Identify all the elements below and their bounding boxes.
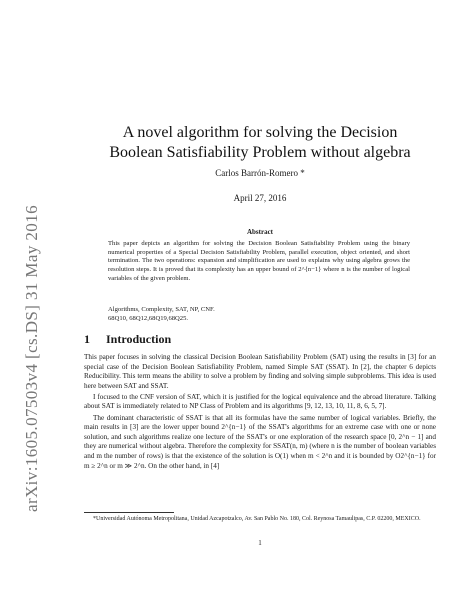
msc-codes: 68Q10, 68Q12,68Q19,68Q25. [108, 315, 189, 322]
section-body [84, 353, 436, 473]
footnote: *Universidad Autónoma Metropolitana, Unidad Azcapotzalco, Av. San Pablo No. 180, Col. Reynosa Tamaulipas, C.P. 02200, MEXICO. [93, 516, 421, 522]
abstract-heading: Abstract [246, 228, 274, 236]
paragraph: The dominant characteristic of SSAT is that all its formulas have the same number of logical variables. Briefly, the main results in [3] are the lower upper bound 2^{n−1} of the SSAT's algorithms for an extreme case with one or none solution, and such algorithms realize one lecture of the SSAT's or one exploration of the research space [0, 2^n − 1] and they are numerical without algebra. Therefore the complexity for SSAT(n, m) (where n is the number of boolean variables and m the number of rows) is that the existence of the solution is O(1) when m < 2^n and it is bounded by O2^{n−1} for m ≥ 2^n or m ≫ 2^n. On the other hand, in [4] [84, 413, 436, 470]
paragraph: I focused to the CNF version of SAT, which it is justified for the logical equivalence and the abroad literature. Talking about SAT is immediately related to NP Class of Problem and its algorithms [9, 12, 13, 10, 11, 8, 6, 5, 7]. [84, 392, 436, 411]
page-number: 1 [258, 539, 262, 547]
paragraph: This paper focuses in solving the classical Decision Boolean Satisfiability Problem (SAT) using the results in [3] for an special case of the Decision Boolean Satisfiability Problem, named Simple SAT (SSAT). In [2], the chapter 6 depicts Reducibility. This term means the ability to solve a problem by finding and solving simple subproblems. This idea is used here between SAT and SSAT. [84, 353, 436, 390]
title-line-1: A novel algorithm for solving the Decision [122, 124, 398, 141]
keywords-block [108, 305, 410, 323]
paper-title [84, 123, 436, 163]
author: Carlos Barrón-Romero * [215, 168, 305, 178]
footnote-rule [84, 512, 174, 513]
section-title: Introduction [106, 332, 172, 346]
arxiv-identifier: arXiv:1605.07503v4 [cs.DS] 31 May 2016 [22, 204, 41, 512]
section-heading [84, 332, 171, 347]
keywords: Algorithms, Complexity, SAT, NP, CNF. [108, 306, 215, 313]
section-number: 1 [84, 332, 90, 346]
title-line-2: Boolean Satisfiability Problem without algebra [109, 144, 411, 161]
abstract-text: This paper depicts an algorithm for solving the Decision Boolean Satisfiability Problem using the binary numerical properties of a Special Decision Satisfiability Problem, parallel execution, object oriented, and short termination. The two operations: expansion and simplification are used to explains why using algebra grows the resolution steps. It is proved that its complexity has an upper bound of 2^{n−1} where n is the number of logical variables of the given problem. [108, 240, 410, 282]
date: April 27, 2016 [233, 193, 287, 203]
